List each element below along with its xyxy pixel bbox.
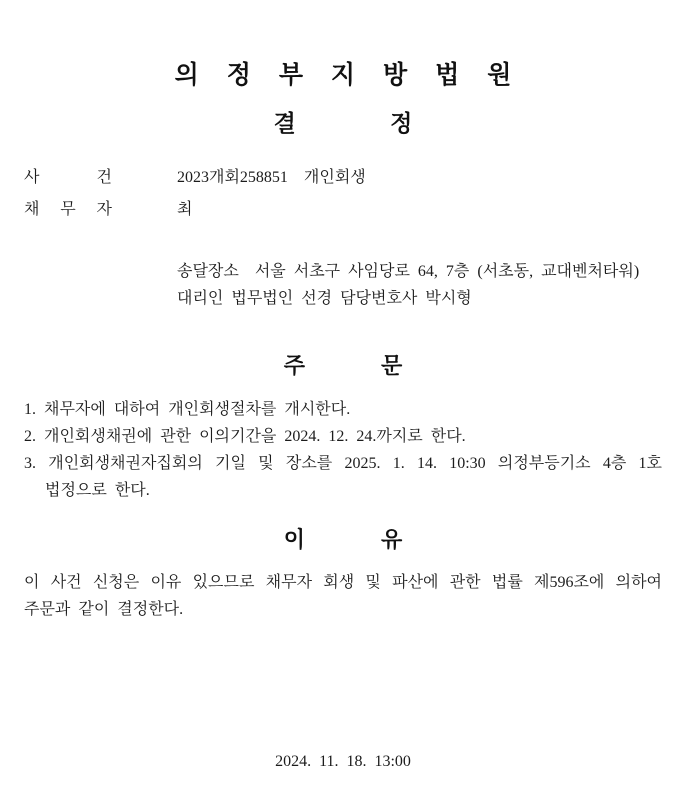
reason-line-2: 주문과 같이 결정한다.: [24, 601, 184, 618]
reason-paragraph: [24, 569, 662, 623]
party-details-section: [24, 258, 662, 312]
order-item-3-line-1: 3. 개인회생채권자집회의 기일 및 장소를 2025. 1. 14. 10:30 의정부등기소 4층 1호: [24, 455, 662, 472]
order-item-3-line-2: 법정으로 한다.: [45, 482, 150, 499]
debtor-value: 최: [177, 201, 193, 218]
order-section-heading: 주 문: [283, 353, 403, 378]
order-items-list: [24, 396, 662, 504]
case-info-section: [24, 164, 662, 312]
decision-datetime: 2024. 11. 18. 13:00: [275, 753, 411, 770]
court-name-title: 의 정 부 지 방 법 원: [174, 61, 512, 89]
document-type-title: 결 정: [273, 110, 413, 136]
attorney-line: 대리인 법무법인 선경 담당변호사 박시형: [177, 290, 472, 307]
order-item-2: 2. 개인회생채권에 관한 이의기간을 2024. 12. 24.까지로 한다.: [24, 428, 466, 445]
case-number-row: [24, 164, 662, 191]
case-number-value: 2023개회258851 개인회생: [177, 169, 366, 186]
order-item-1: 1. 채무자에 대하여 개인회생절차를 개시한다.: [24, 401, 351, 418]
debtor-row: [24, 196, 662, 223]
case-number-label: 사 건: [24, 169, 112, 186]
reason-section-heading: 이 유: [283, 527, 403, 552]
debtor-label: 채 무 자: [24, 201, 112, 218]
service-address-line: 송달장소 서울 서초구 사임당로 64, 7층 (서초동, 교대벤처타워): [177, 263, 640, 280]
reason-line-1: 이 사건 신청은 이유 있으므로 채무자 회생 및 파산에 관한 법률 제596조에 의하여: [24, 574, 662, 591]
